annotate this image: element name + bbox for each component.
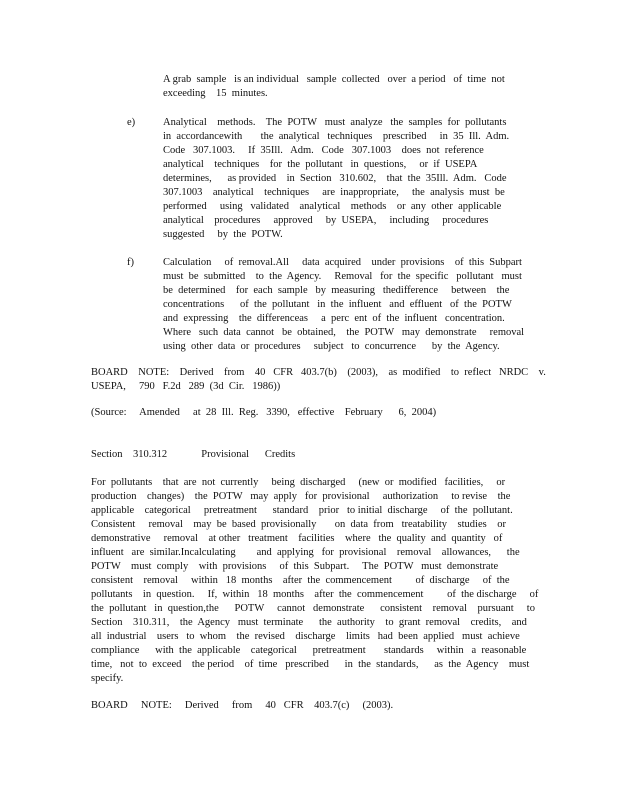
text-line: BOARD NOTE: Derived from 40 CFR 403.7(b) (2003), as modified to reflect NRDC v. (91, 367, 546, 378)
text-line: and expressing the differenceas a perc ent of the influent concentration. (163, 313, 505, 324)
text-line: Where such data cannot be obtained, the POTW may demonstrate removal (163, 327, 525, 338)
text-line: all industrial users to whom the revised discharge limits had been applied must achieve (91, 631, 520, 642)
text-line: suggested by the POTW. (163, 229, 283, 240)
text-line: demonstrative removal at other treatment facilities where the quality and quantity of (91, 533, 503, 544)
text-line: performed using validated analytical methods or any other applicable (163, 201, 502, 212)
text-line: POTW must comply with provisions of this Subpart. The POTW must demonstrate (91, 561, 499, 572)
text-line: concentrations of the pollutant in the influent and effluent of the POTW (163, 299, 512, 310)
text-line: influent are similar.Incalculating and applying for provisional removal allowances, the (91, 547, 520, 558)
text-line: must be submitted to the Agency. Removal for the specific pollutant must (163, 271, 522, 282)
item-e-marker: e) (127, 117, 136, 128)
text-line: 307.1003 analytical techniques are inappropriate, the analysis must be (163, 187, 505, 198)
text-line: exceeding 15 minutes. (163, 88, 268, 99)
text-line: be determined for each sample by measuring thedifference between the (163, 285, 510, 296)
text-line: determines, as provided in Section 310.602, that the 35Ill. Adm. Code (163, 173, 507, 184)
source-note: (Source: Amended at 28 Ill. Reg. 3390, effective February 6, 2004) (91, 407, 437, 418)
text-line: analytical procedures approved by USEPA, including procedures (163, 215, 489, 226)
text-line: For pollutants that are not currently being discharged (new or modified facilities, or (91, 477, 506, 488)
text-line: consistent removal within 18 months after the commencement of discharge of the (91, 575, 510, 586)
text-line: applicable categorical pretreatment standard prior to initial discharge of the pollutant. (91, 505, 513, 516)
text-line: the pollutant in question,the POTW cannot demonstrate consistent removal pursuant to (91, 603, 535, 614)
text-line: using other data or procedures subject to concurrence by the Agency. (163, 341, 500, 352)
text-line: USEPA, 790 F.2d 289 (3d Cir. 1986)) (91, 381, 281, 392)
text-line: Calculation of removal.All data acquired under provisions of this Subpart (163, 257, 522, 268)
text-line: analytical techniques for the pollutant in questions, or if USEPA (163, 159, 478, 170)
text-line: specify. (91, 673, 124, 684)
text-line: pollutants in question. If, within 18 months after the commencement of the discharge of (91, 589, 539, 600)
text-line: time, not to exceed the period of time prescribed in the standards, as the Agency must (91, 659, 530, 670)
item-f-marker: f) (127, 257, 134, 268)
section-heading: Section 310.312 Provisional Credits (91, 449, 296, 460)
text-line: Analytical methods. The POTW must analyze the samples for pollutants (163, 117, 507, 128)
text-line: Code 307.1003. If 35Ill. Adm. Code 307.1003 does not reference (163, 145, 484, 156)
text-line: production changes) the POTW may apply for provisional authorization to revise the (91, 491, 511, 502)
text-line: in accordancewith the analytical techniques prescribed in 35 Ill. Adm. (163, 131, 510, 142)
text-line: Consistent removal may be based provisionally on data from treatability studies or (91, 519, 506, 530)
text-line: compliance with the applicable categorical pretreatment standards within a reasonable (91, 645, 527, 656)
text-line: A grab sample is an individual sample collected over a period of time not (163, 74, 505, 85)
text-line: Section 310.311, the Agency must terminate the authority to grant removal credits, and (91, 617, 527, 628)
board-note-2: BOARD NOTE: Derived from 40 CFR 403.7(c) (2003). (91, 700, 394, 711)
